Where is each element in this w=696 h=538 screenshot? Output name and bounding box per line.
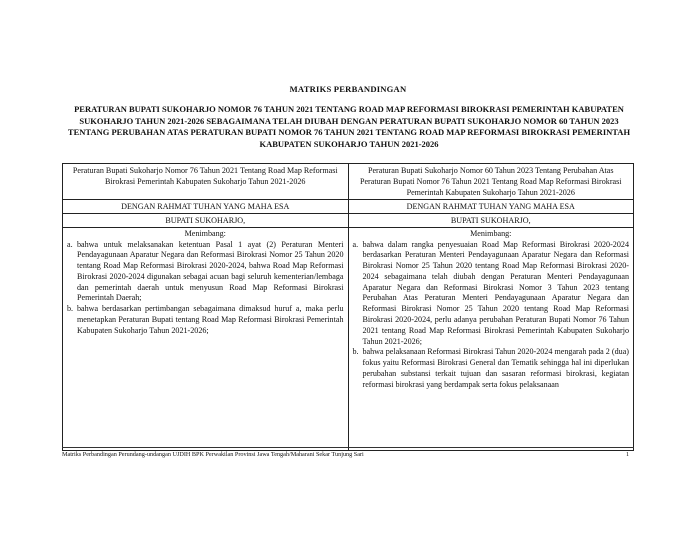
right-column-header: Peraturan Bupati Sukoharjo Nomor 60 Tahun 2023 Tentang Perubahan Atas Peraturan Bupati Nomor 76 Tahun 2021 Tentang Road Map Reformasi Birokrasi Pemerintah Kabupaten Sukoharjo Tahun 2021-2026 [348,164,634,200]
left-item-a [67,240,344,305]
left-item-b-marker: b. [67,304,74,314]
comparison-table [62,163,634,451]
left-item-b [67,304,344,336]
right-item-a-text: bahwa dalam rangka penyesuaian Road Map Reformasi Birokrasi 2020-2024 berdasarkan Peraturan Menteri Pendayagunaan Aparatur Negara dan Reformasi Birokrasi Nomor 25 Tahun 2020 tentang Road Map Reformasi Birokrasi 2020-2024 sebagaimana telah diubah dengan Peraturan Menteri Pendayagunaan Aparatur Negara dan Reformasi Birokrasi Nomor 3 Tahun 2023 tentang Perubahan Atas Peraturan Menteri Pendayagunaan Aparatur Negara dan Reformasi Birokrasi Nomor 25 Tahun 2020 tentang Road Map Reformasi Birokrasi 2020-2024, perlu adanya perubahan Peraturan Bupati Nomor 76 Tahun 2021 tentang Road Map Reformasi Birokrasi Pemerintah Kabupaten Sukoharjo Tahun 2021-2026; [362,239,629,346]
table-row-bupati [63,214,634,228]
left-menimbang-cell [63,228,349,451]
right-menimbang-cell [348,228,634,451]
table-header-row [63,164,634,200]
footer-divider [62,447,634,448]
right-rahmat: DENGAN RAHMAT TUHAN YANG MAHA ESA [348,200,634,214]
table-row-rahmat [63,200,634,214]
left-item-b-text: bahwa berdasarkan pertimbangan sebagaimana dimaksud huruf a, maka perlu menetapkan Peraturan Bupati tentang Road Map Reformasi Birokrasi Pemerintah Kabupaten Sukoharjo Tahun 2021-2026; [77,304,344,335]
right-item-a [353,240,630,348]
right-item-b-text: bahwa pelaksanaan Reformasi Birokrasi Tahun 2020-2024 mengarah pada 2 (dua) fokus yaitu Reformasi Birokrasi General dan Tematik sehingga hal ini diperlukan perubahan substansi terkait tujuan dan sasaran reformasi birokrasi, kegiatan reformasi birokrasi yang berdampak serta fokus pelaksanaan [362,347,629,389]
document-title: MATRIKS PERBANDINGAN [289,84,407,94]
document-subtitle: PERATURAN BUPATI SUKOHARJO NOMOR 76 TAHUN 2021 TENTANG ROAD MAP REFORMASI BIROKRASI PEMERINTAH KABUPATEN SUKOHARJO TAHUN 2021-2026 SEBAGAIMANA TELAH DIUBAH DENGAN PERATURAN BUPATI SUKOHARJO NOMOR 60 TAHUN 2023 TENTANG PERUBAHAN ATAS PERATURAN BUPATI NOMOR 76 TAHUN 2021 TENTANG ROAD MAP REFORMASI BIROKRASI PEMERINTAH KABUPATEN SUKOHARJO TAHUN 2021-2026 [67,104,631,149]
left-rahmat: DENGAN RAHMAT TUHAN YANG MAHA ESA [63,200,349,214]
right-bupati: BUPATI SUKOHARJO, [348,214,634,228]
right-item-b-marker: b. [352,347,359,357]
right-menimbang-label: Menimbang: [470,229,512,238]
right-item-b [353,347,630,390]
left-item-a-marker: a. [67,239,73,249]
left-menimbang-label: Menimbang: [184,229,226,238]
table-row-menimbang [63,228,634,451]
right-item-a-marker: a. [352,239,359,249]
left-column-header: Peraturan Bupati Sukoharjo Nomor 76 Tahun 2021 Tentang Road Map Reformasi Birokrasi Pemerintah Kabupaten Sukoharjo Tahun 2021-2026 [63,164,349,200]
left-item-a-text: bahwa untuk melaksanakan ketentuan Pasal 1 ayat (2) Peraturan Menteri Pendayagunaan Aparatur Negara dan Reformasi Birokrasi Nomor 25 Tahun 2020 tentang Road Map Reformasi Birokrasi 2020-2024, bahwa Road Map Reformasi Birokrasi 2020-2024 digunakan sebagai acuan bagi seluruh kementerian/lembaga dan pemerintah daerah untuk menyusun Road Map Reformasi Birokrasi Pemerintah Daerah; [77,239,344,303]
page-number: 1 [626,451,630,458]
footer-text: Matriks Perbandingan Perundang-undangan UJDIH BPK Perwakilan Provinsi Jawa Tengah/Maharani Sekar Tunjung Sari [62,451,364,458]
left-bupati: BUPATI SUKOHARJO, [63,214,349,228]
